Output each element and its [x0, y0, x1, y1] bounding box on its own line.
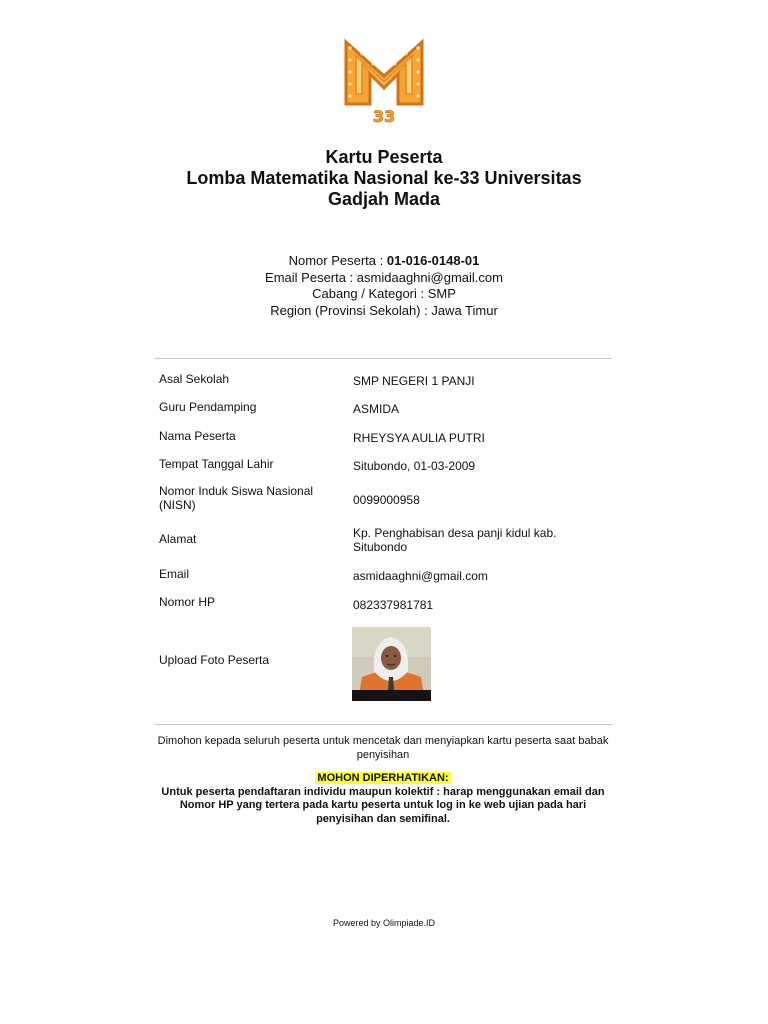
event-logo: [338, 34, 430, 130]
logo-number: 33: [372, 107, 396, 126]
footer-powered-by: Powered by Olimpiade.ID: [332, 918, 436, 928]
field-label: Nomor HP: [159, 595, 216, 609]
card-title: [0, 147, 768, 210]
field-label: Nama Peserta: [159, 429, 236, 443]
field-label: Tempat Tanggal Lahir: [159, 457, 274, 471]
notice-intro: Dimohon kepada seluruh peserta untuk mencetak dan menyiapkan kartu peserta saat babak penyisihan: [157, 735, 609, 761]
divider-top: [154, 358, 612, 359]
field-value: Situbondo, 01-03-2009: [353, 459, 476, 473]
title-line-1: Kartu Peserta: [325, 147, 443, 167]
nomor-peserta-line: [0, 253, 768, 270]
field-value: 082337981781: [353, 598, 434, 612]
field-value: asmidaaghni@gmail.com: [353, 569, 488, 583]
notice-body: Untuk peserta pendaftaran individu maupun kolektif : harap menggunakan email dan Nomor HP yang tertera pada kartu peserta untuk log in ke web ujian pada hari penyisihan dan semifinal.: [161, 785, 605, 825]
field-label: Alamat: [159, 532, 197, 546]
nomor-peserta-value: 01-016-0148-01: [386, 253, 480, 268]
notice-heading: MOHON DIPERHATIKAN:: [317, 772, 449, 784]
field-value: RHEYSYA AULIA PUTRI: [353, 431, 485, 445]
notice-block: [154, 735, 612, 826]
field-value: SMP NEGERI 1 PANJI: [353, 374, 475, 388]
field-label: Guru Pendamping: [159, 400, 257, 414]
nomor-peserta-label: Nomor Peserta :: [288, 253, 387, 268]
title-line-2: Lomba Matematika Nasional ke-33 Universitas Gadjah Mada: [186, 168, 582, 209]
participant-photo: [352, 627, 431, 701]
field-value: 0099000958: [353, 493, 420, 507]
notice-heading-wrap: [154, 772, 612, 786]
region-line: Region (Provinsi Sekolah) : Jawa Timur: [270, 302, 498, 318]
field-label: Upload Foto Peserta: [159, 653, 270, 667]
field-label: Nomor Induk Siswa Nasional (NISN): [159, 484, 314, 512]
field-label: Asal Sekolah: [159, 372, 230, 386]
photo-bottom-band: [352, 690, 431, 701]
field-value: ASMIDA: [353, 402, 400, 416]
divider-bottom: [154, 724, 612, 725]
field-label: Email: [159, 567, 190, 581]
email-peserta-line: Email Peserta : asmidaaghni@gmail.com: [265, 269, 503, 285]
field-value: Kp. Penghabisan desa panji kidul kab. Situbondo: [353, 526, 557, 554]
participant-info: [0, 253, 768, 319]
cabang-kategori-line: Cabang / Kategori : SMP: [312, 286, 456, 301]
